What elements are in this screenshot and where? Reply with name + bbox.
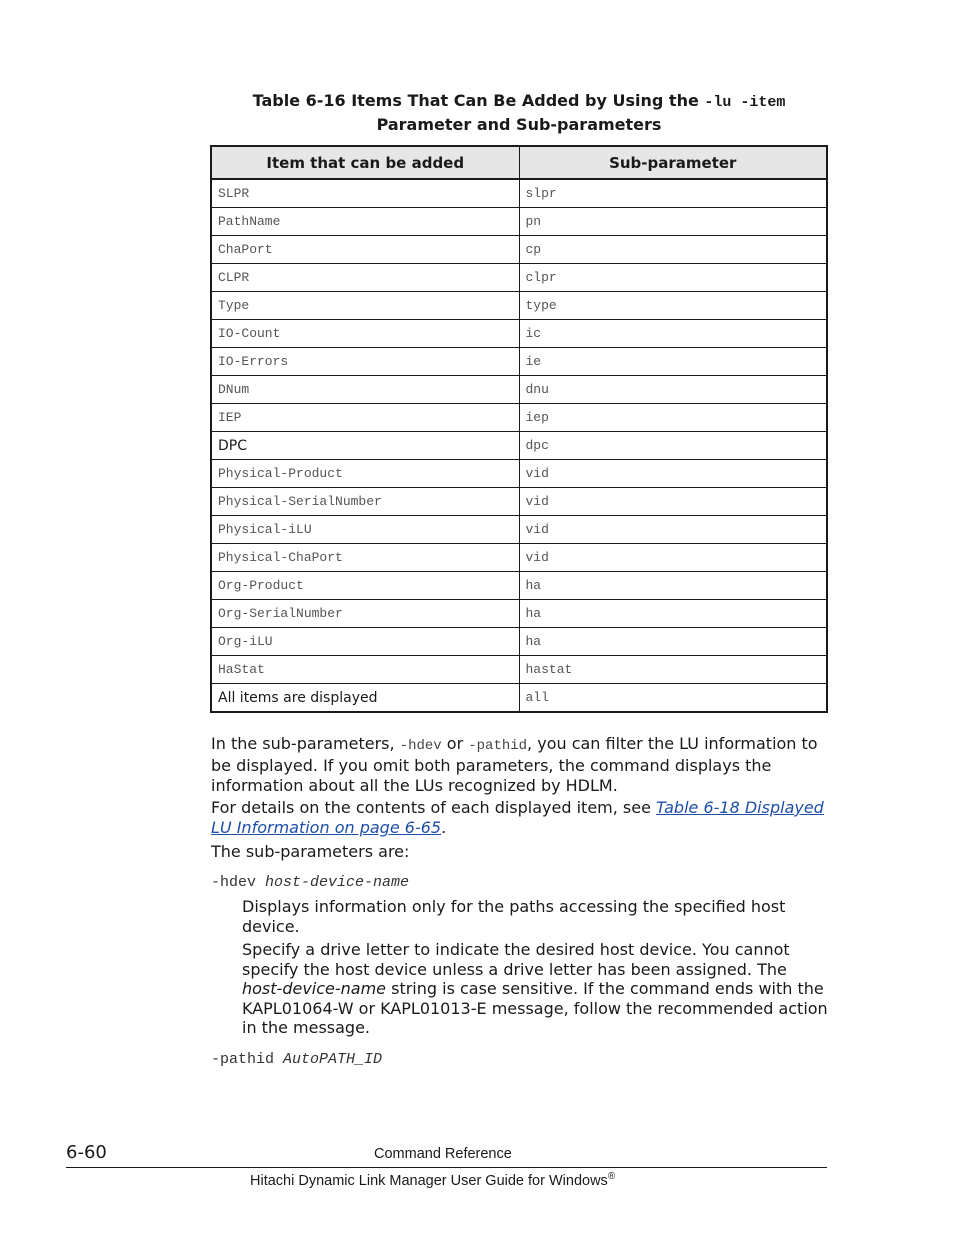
item-cell: Org-Product xyxy=(211,572,519,600)
item-cell: Physical-SerialNumber xyxy=(211,488,519,516)
table-row xyxy=(211,404,827,432)
sub-parameter-cell: ie xyxy=(519,348,827,376)
item-cell: Org-SerialNumber xyxy=(211,600,519,628)
sub-parameter-cell: type xyxy=(519,292,827,320)
table-row xyxy=(211,460,827,488)
table-header-row xyxy=(211,146,827,179)
table-row xyxy=(211,264,827,292)
table-row xyxy=(211,320,827,348)
chapter-title: Command Reference xyxy=(374,1146,512,1162)
hdev-code: -hdev xyxy=(399,738,442,754)
item-cell: IO-Count xyxy=(211,320,519,348)
item-cell: DNum xyxy=(211,376,519,404)
sub-parameter-cell: all xyxy=(519,684,827,713)
paragraph-details: For details on the contents of each displayed item, see Table 6-18 Displayed LU Information on page 6-65. xyxy=(211,798,824,837)
option-pathid: -pathid AutoPATH_ID xyxy=(211,1051,383,1068)
column-header-item: Item that can be added xyxy=(211,146,519,179)
column-header-sub-parameter: Sub-parameter xyxy=(519,146,827,179)
table-row xyxy=(211,179,827,208)
sub-parameter-cell: slpr xyxy=(519,179,827,208)
item-cell: PathName xyxy=(211,208,519,236)
caption-line-1: Table 6-16 Items That Can Be Added by Using the -lu -item xyxy=(252,91,786,111)
sub-parameter-cell: vid xyxy=(519,488,827,516)
item-cell: Physical-Product xyxy=(211,460,519,488)
table-row xyxy=(211,572,827,600)
item-cell: Org-iLU xyxy=(211,628,519,656)
item-cell: ChaPort xyxy=(211,236,519,264)
sub-parameter-cell: vid xyxy=(519,544,827,572)
hdev-description-2: Specify a drive letter to indicate the desired host device. You cannot specify the host device unless a drive letter has been assigned. The host-device-name string is case sensitive. If the command ends with the KAPL01064-W or KAPL01013-E message, follow the recommended action in the message. xyxy=(242,940,828,1037)
item-cell: DPC xyxy=(211,432,519,460)
document-title: Hitachi Dynamic Link Manager User Guide for Windows® xyxy=(250,1171,616,1189)
sub-parameter-cell: hastat xyxy=(519,656,827,684)
table-row xyxy=(211,656,827,684)
table-row xyxy=(211,376,827,404)
item-cell: CLPR xyxy=(211,264,519,292)
item-cell: IEP xyxy=(211,404,519,432)
paragraph-sub-params: The sub-parameters are: xyxy=(211,842,410,861)
sub-parameter-cell: ha xyxy=(519,628,827,656)
sub-parameter-cell: iep xyxy=(519,404,827,432)
item-cell: HaStat xyxy=(211,656,519,684)
sub-parameter-cell: cp xyxy=(519,236,827,264)
option-hdev: -hdev host-device-name xyxy=(211,874,410,891)
sub-parameter-cell: ha xyxy=(519,600,827,628)
paragraph-filter: In the sub-parameters, -hdev or -pathid, you can filter the LU information to be displayed. If you omit both parameters, the command displays the information about all the LUs recognized by HDLM. xyxy=(211,734,818,795)
item-cell: IO-Errors xyxy=(211,348,519,376)
sub-parameter-cell: vid xyxy=(519,516,827,544)
item-cell: All items are displayed xyxy=(211,684,519,713)
table-row xyxy=(211,600,827,628)
sub-parameter-cell: ic xyxy=(519,320,827,348)
table-row xyxy=(211,516,827,544)
table-row xyxy=(211,348,827,376)
table-row xyxy=(211,432,827,460)
sub-parameter-cell: dpc xyxy=(519,432,827,460)
table-6-18-link[interactable]: Table 6-18 Displayed LU Information on page 6-65 xyxy=(211,798,824,837)
page-number: 6-60 xyxy=(66,1142,107,1163)
item-cell: Type xyxy=(211,292,519,320)
items-table xyxy=(210,145,828,713)
table-body xyxy=(211,179,827,712)
table-row xyxy=(211,292,827,320)
sub-parameter-cell: pn xyxy=(519,208,827,236)
table-row xyxy=(211,236,827,264)
pathid-code: -pathid xyxy=(468,738,528,754)
footer-divider xyxy=(66,1167,827,1168)
sub-parameter-cell: dnu xyxy=(519,376,827,404)
hdev-description-1: Displays information only for the paths accessing the specified host device. xyxy=(242,897,786,936)
item-cell: SLPR xyxy=(211,179,519,208)
item-cell: Physical-iLU xyxy=(211,516,519,544)
table-row xyxy=(211,488,827,516)
sub-parameter-cell: vid xyxy=(519,460,827,488)
table-row xyxy=(211,628,827,656)
table-row xyxy=(211,544,827,572)
table-row xyxy=(211,208,827,236)
item-cell: Physical-ChaPort xyxy=(211,544,519,572)
sub-parameter-cell: ha xyxy=(519,572,827,600)
sub-parameter-cell: clpr xyxy=(519,264,827,292)
table-row xyxy=(211,684,827,713)
table-caption xyxy=(211,90,827,136)
caption-line-2: Parameter and Sub-parameters xyxy=(376,115,662,134)
